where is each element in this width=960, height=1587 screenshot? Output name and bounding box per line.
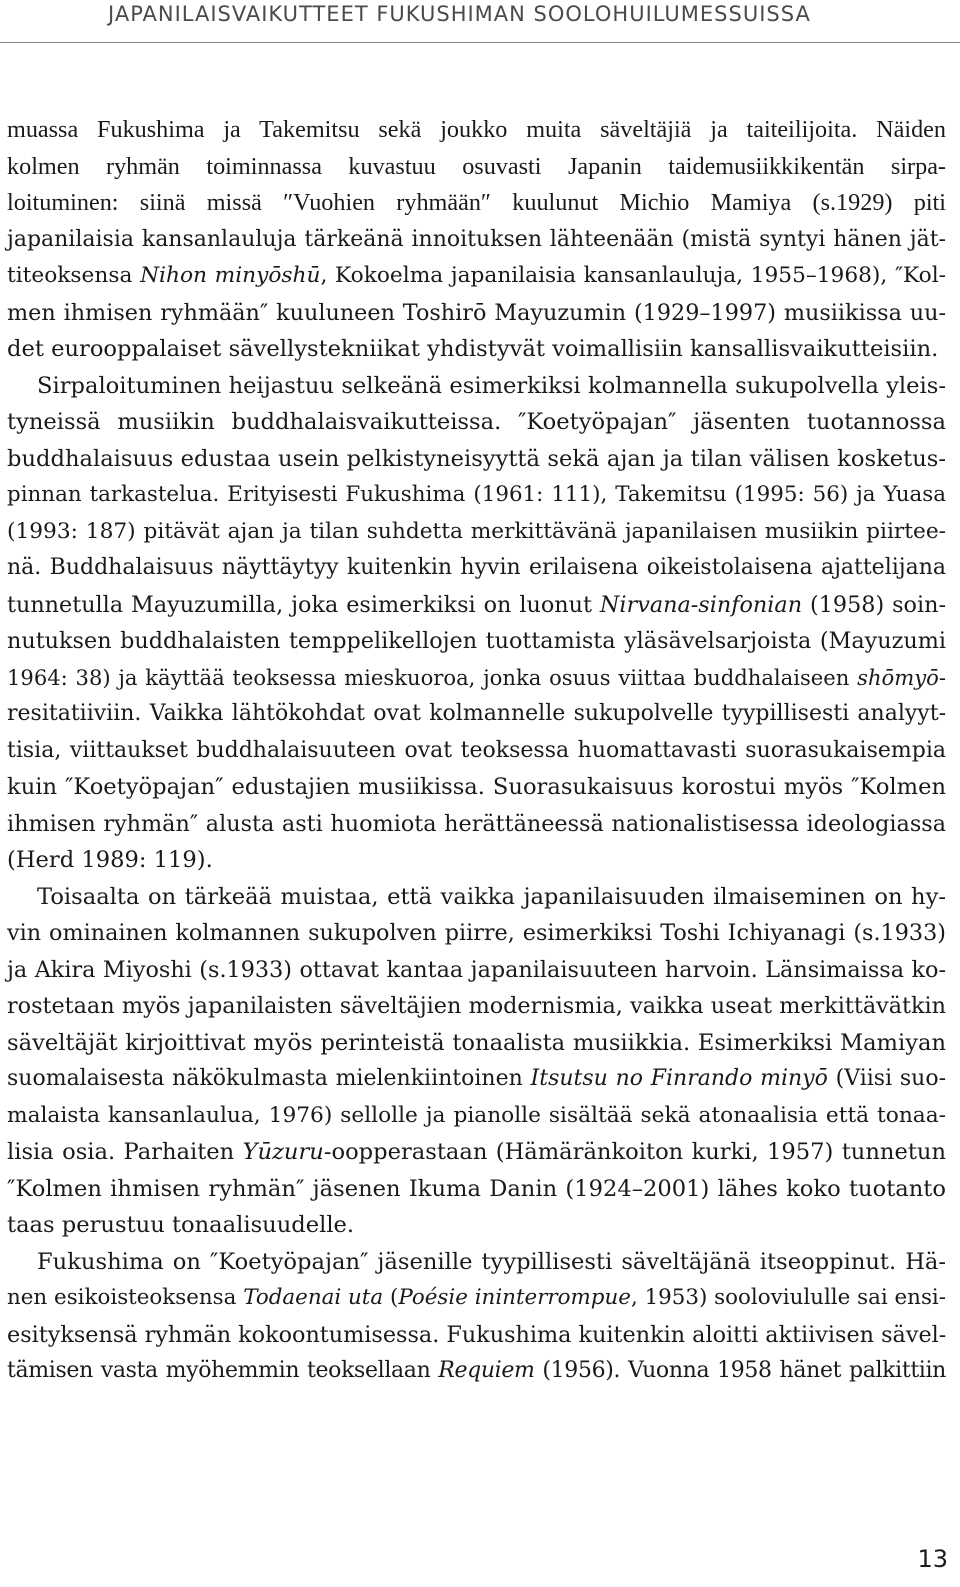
text-line: [0, 368, 946, 405]
page-number: 13: [917, 1545, 948, 1573]
text-run: esityksensä ryhmän kokoontumisessa. Fukushima kuitenkin aloitti aktiivisen sävel-: [7, 1321, 946, 1348]
text-run: (Herd 1989: 119).: [7, 847, 213, 873]
text-run: tisia, viittaukset buddhalaisuuteen ovat teoksessa huomattavasti suorasukaisempia: [7, 737, 946, 763]
text-run: (1956). Vuonna 1958 hänet palkittiin: [534, 1358, 946, 1383]
text-line: [0, 660, 946, 697]
text-line: [0, 258, 946, 295]
text-line: [0, 915, 946, 952]
text-run: ihmisen ryhmän″ alusta asti huomiota herättäneessä nationalistisessa ideologiassa: [7, 810, 946, 837]
text-line: [0, 1098, 946, 1135]
text-line: [0, 222, 946, 259]
italic-title: Requiem: [438, 1358, 535, 1383]
text-run: men ihmisen ryhmään″ kuuluneen Toshirō Mayuzumin (1929–1997) musiikissa uu-: [7, 299, 946, 326]
text-run: kolmen ryhmän toiminnassa kuvastuu osuvasti Japanin taidemusiikkikentän sirpa-: [7, 152, 946, 180]
text-run: taas perustuu tonaalisuudelle.: [7, 1212, 355, 1238]
italic-title: Itsutsu no Finrando minyō: [530, 1066, 828, 1091]
text-run: lisia osia. Parhaiten: [7, 1139, 243, 1165]
text-run: nä. Buddhalaisuus näyttäytyy kuitenkin hyvin erilaisena oikeistolaisena ajattelijana: [7, 555, 946, 580]
text-line: [0, 769, 946, 806]
text-line: [0, 587, 946, 624]
text-line: [0, 806, 946, 843]
text-run: suomalaisesta näkökulmasta mielenkiintoinen: [7, 1066, 531, 1091]
text-run: tunnetulla Mayuzumilla, joka esimerkiksi on luonut: [7, 591, 600, 618]
running-header: JAPANILAISVAIKUTTEET FUKUSHIMAN SOOLOHUILUMESSUISSA: [108, 2, 811, 26]
text-run: (Viisi suo-: [827, 1066, 946, 1091]
text-run: -oopperastaan (Hämäränkoiton kurki, 1957) tunnetun: [323, 1139, 946, 1165]
text-line: [0, 1025, 946, 1062]
text-run: buddhalaisuus edustaa usein pelkistyneisyyttä sekä ajan ja tilan välisen kosketus-: [7, 445, 946, 472]
text-line: [0, 331, 946, 368]
text-line: [0, 441, 946, 478]
text-run: tyneissä musiikin buddhalaisvaikutteissa. ″Koetyöpajan″ jäsenten tuotannossa: [7, 409, 946, 435]
text-line: [0, 988, 946, 1025]
italic-title: Yūzuru: [242, 1139, 324, 1165]
text-line: [0, 1280, 946, 1317]
text-run: ja Akira Miyoshi (s.1933) ottavat kantaa japanilaisuuteen harvoin. Länsimaissa ko-: [7, 956, 946, 983]
text-line: [0, 1061, 946, 1098]
text-run: (1993: 187) pitävät ajan ja tilan suhdetta merkittävänä japanilaisen musiikin piirtee-: [7, 518, 946, 544]
text-run: -: [938, 664, 946, 690]
text-run: nen esikoisteoksensa: [7, 1285, 244, 1310]
header-divider: [0, 42, 960, 43]
text-line: [0, 149, 946, 186]
body-text: [0, 112, 960, 1390]
text-run: resitatiiviin. Vaikka lähtökohdat ovat kolmannelle sukupolvelle tyypillisesti analyyt-: [7, 701, 946, 726]
text-line: [0, 1207, 946, 1244]
text-line: [0, 404, 946, 441]
text-run: Fukushima on ″Koetyöpajan″ jäsenille tyypillisesti säveltäjänä itseoppinut. Hä-: [37, 1248, 946, 1275]
text-run: titeoksensa: [7, 263, 141, 288]
text-run: Toisaalta on tärkeää muistaa, että vaikka japanilaisuuden ilmaiseminen on hy-: [37, 883, 946, 910]
text-line: [0, 1134, 946, 1171]
text-run: nutuksen buddhalaisten temppelikellojen tuottamista yläsävelsarjoista (Mayuzumi: [7, 628, 946, 654]
text-line: [0, 1353, 946, 1390]
text-line: [0, 1171, 946, 1208]
text-run: Sirpaloituminen heijastuu selkeänä esimerkiksi kolmannella sukupolvella yleis-: [37, 372, 946, 399]
text-run: pinnan tarkastelua. Erityisesti Fukushima (1961: 111), Takemitsu (1995: 56) ja Yuasa: [7, 482, 946, 507]
text-line: [0, 879, 946, 916]
text-run: säveltäjät kirjoittivat myös perinteistä tonaalista musiikkia. Esimerkiksi Mamiyan: [7, 1029, 946, 1056]
text-run: muassa Fukushima ja Takemitsu sekä joukko muita säveltäjiä ja taiteilijoita. Näiden: [7, 116, 946, 143]
text-line: [0, 952, 946, 989]
italic-title: Todaenai uta: [243, 1285, 384, 1310]
text-run: vin ominainen kolmannen sukupolven piirre, esimerkiksi Toshi Ichiyanagi (s.1933): [7, 920, 946, 946]
text-run: malaista kansanlaulua, 1976) sellolle ja pianolle sisältää sekä atonaalisia että tonaa-: [7, 1102, 946, 1128]
text-run: kuin ″Koetyöpajan″ edustajien musiikissa. Suorasukaisuus korostui myös ″Kolmen: [7, 774, 946, 800]
text-line: [0, 733, 946, 770]
text-line: [0, 550, 946, 587]
text-run: rostetaan myös japanilaisten säveltäjien modernismia, vaikka useat merkittävätkin: [7, 993, 946, 1019]
text-run: , Kokoelma japanilaisia kansanlauluja, 1955–1968), ″Kol-: [320, 263, 946, 288]
italic-title: Nihon minyōshū: [140, 263, 321, 288]
text-line: [0, 623, 946, 660]
italic-title: Nirvana-sinfonian: [599, 591, 803, 618]
text-line: [0, 842, 946, 879]
text-line: [0, 1244, 946, 1281]
italic-title: Poésie ininterrompue: [398, 1285, 631, 1310]
text-run: japanilaisia kansanlauluja tärkeänä innoituksen lähteenään (mistä syntyi hänen jät-: [7, 226, 946, 252]
text-line: [0, 696, 946, 733]
text-run: det eurooppalaiset sävellystekniikat yhdistyvät voimallisiin kansallisvaikutteisiin.: [7, 336, 939, 362]
text-run: (: [383, 1285, 399, 1310]
italic-title: shōmyō: [857, 664, 939, 690]
text-run: , 1953) sooloviululle sai ensi-: [630, 1285, 946, 1310]
text-run: loituminen: siinä missä ″Vuohien ryhmään″ kuulunut Michio Mamiya (s.1929) piti: [7, 189, 946, 216]
text-line: [0, 1317, 946, 1354]
text-line: [0, 112, 946, 149]
text-line: [0, 185, 946, 222]
text-line: [0, 514, 946, 551]
text-run: tämisen vasta myöhemmin teoksellaan: [7, 1358, 439, 1383]
text-line: [0, 295, 946, 332]
text-run: ″Kolmen ihmisen ryhmän″ jäsenen Ikuma Danin (1924–2001) lähes koko tuotanto: [7, 1175, 946, 1202]
text-run: (1958) soin-: [802, 591, 946, 618]
text-run: 1964: 38) ja käyttää teoksessa mieskuoroa, jonka osuus viittaa buddhalaiseen: [7, 664, 858, 690]
text-line: [0, 477, 946, 514]
